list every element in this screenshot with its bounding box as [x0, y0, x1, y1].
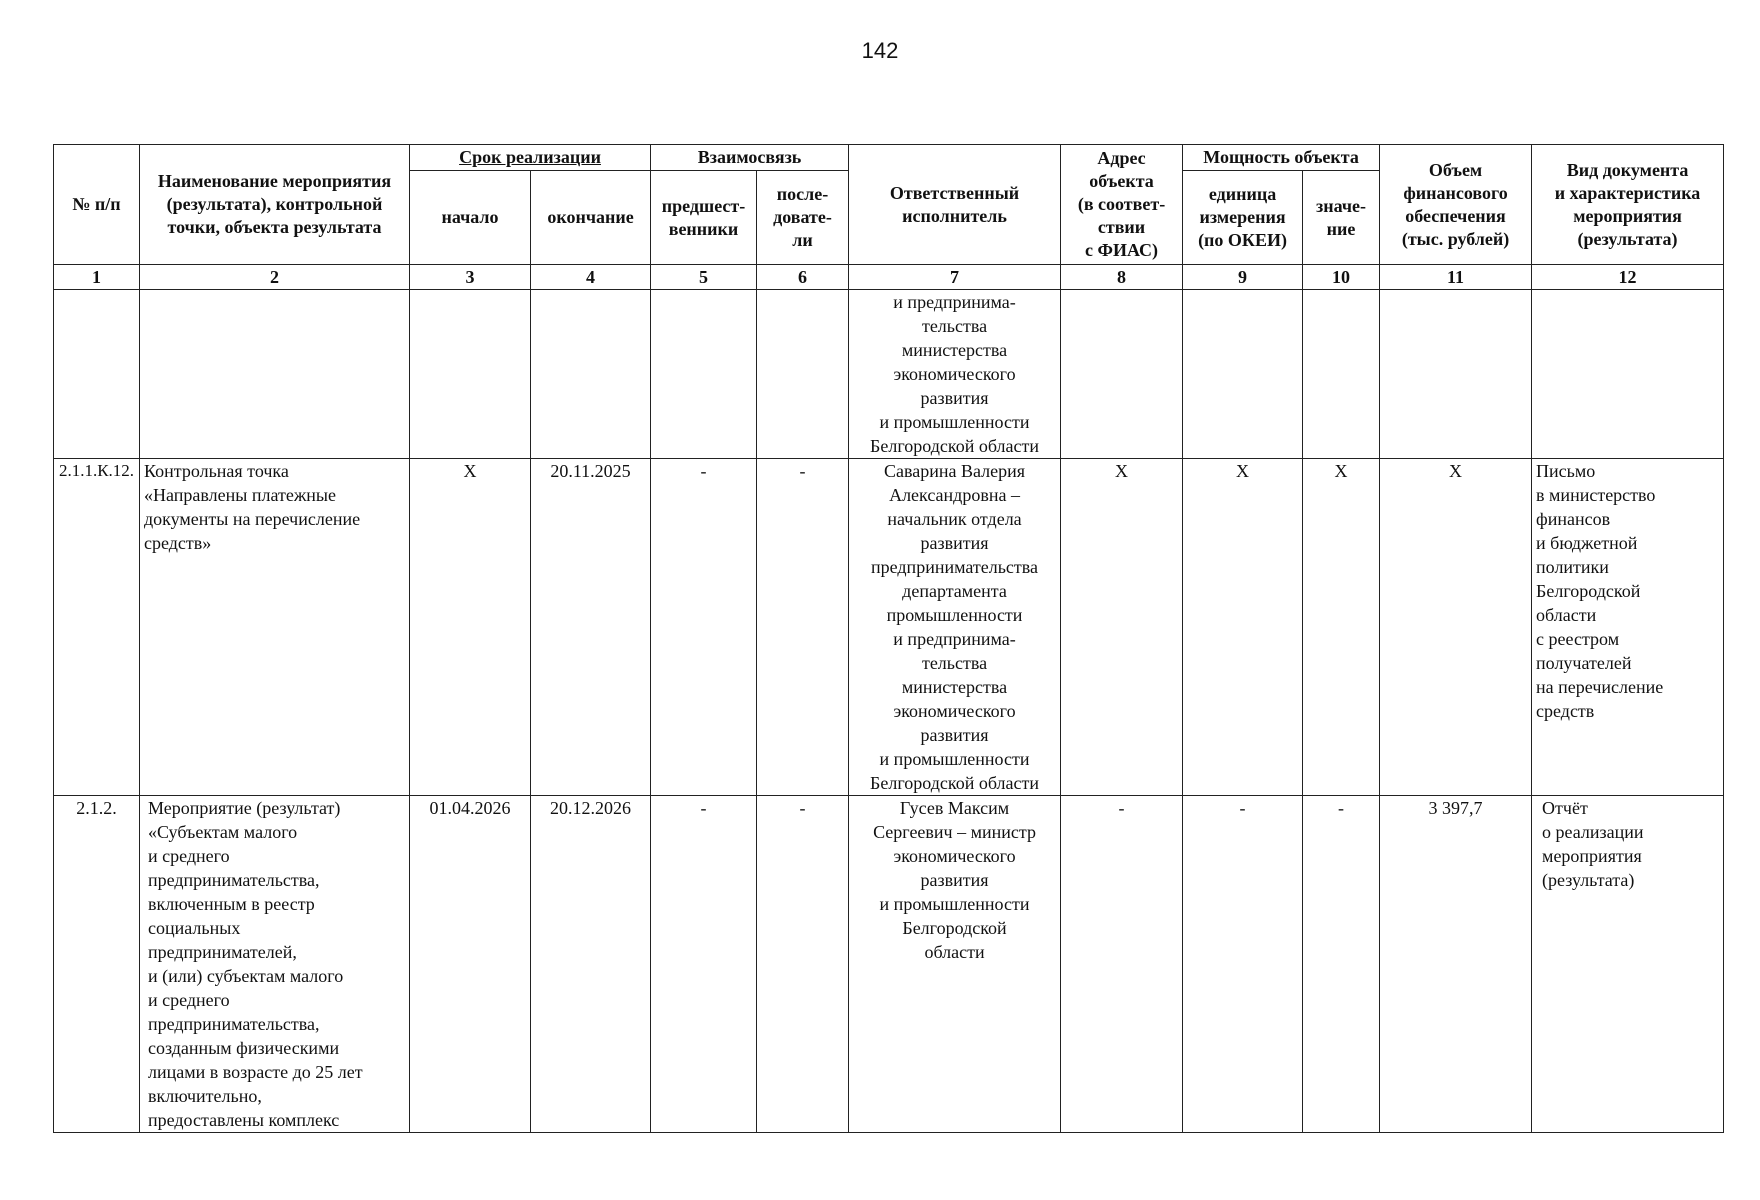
cell-value: -	[1303, 796, 1380, 1133]
page-number: 142	[861, 38, 899, 63]
column-number: 9	[1183, 265, 1303, 290]
cell-value: X	[1303, 459, 1380, 796]
cell-unit: -	[1183, 796, 1303, 1133]
header-num: № п/п	[54, 145, 140, 265]
cell-num	[54, 290, 140, 459]
cell-end	[531, 290, 651, 459]
cell-successors	[757, 290, 849, 459]
header-unit: единица измерения (по ОКЕИ)	[1183, 171, 1303, 265]
cell-unit	[1183, 290, 1303, 459]
header-doc: Вид документа и характеристика мероприятия (результата)	[1532, 145, 1724, 265]
column-number: 4	[531, 265, 651, 290]
plan-table	[53, 144, 1724, 1133]
header-group-srok: Срок реализации	[410, 145, 651, 171]
cell-num: 2.1.1.К.12.	[54, 459, 140, 796]
column-number: 5	[651, 265, 757, 290]
cell-start	[410, 290, 531, 459]
cell-successors: -	[757, 459, 849, 796]
header-end: окончание	[531, 171, 651, 265]
cell-predecessors: -	[651, 796, 757, 1133]
header-responsible: Ответственный исполнитель	[849, 145, 1061, 265]
cell-end: 20.12.2026	[531, 796, 651, 1133]
column-number: 12	[1532, 265, 1724, 290]
cell-end: 20.11.2025	[531, 459, 651, 796]
cell-address: -	[1061, 796, 1183, 1133]
cell-doc: Письмо в министерство финансов и бюджетной политики Белгородской области с реестром получателей на перечисление средств	[1532, 459, 1724, 796]
cell-address	[1061, 290, 1183, 459]
column-number-row	[54, 265, 1724, 290]
column-number: 10	[1303, 265, 1380, 290]
cell-unit: X	[1183, 459, 1303, 796]
column-number: 2	[140, 265, 410, 290]
header-name: Наименование мероприятия (результата), контрольной точки, объекта результата	[140, 145, 410, 265]
cell-predecessors: -	[651, 459, 757, 796]
column-number: 8	[1061, 265, 1183, 290]
table-row	[54, 290, 1724, 459]
cell-finance	[1380, 290, 1532, 459]
cell-responsible: и предпринима- тельства министерства экономического развития и промышленности Белгородской области	[849, 290, 1061, 459]
cell-successors: -	[757, 796, 849, 1133]
table-row	[54, 459, 1724, 796]
header-start: начало	[410, 171, 531, 265]
cell-num: 2.1.2.	[54, 796, 140, 1133]
cell-name: Мероприятие (результат) «Субъектам малого и среднего предпринимательства, включенным в реестр социальных предпринимателей, и (или) субъектам малого и среднего предпринимательства, созданным физическими лицами в возрасте до 25 лет включительно, предоставлены комплекс	[140, 796, 410, 1133]
column-number: 3	[410, 265, 531, 290]
header-finance: Объем финансового обеспечения (тыс. рублей)	[1380, 145, 1532, 265]
cell-start: X	[410, 459, 531, 796]
column-number: 7	[849, 265, 1061, 290]
cell-value	[1303, 290, 1380, 459]
cell-name: Контрольная точка «Направлены платежные документы на перечисление средств»	[140, 459, 410, 796]
table-row	[54, 796, 1724, 1133]
header-group-moshch: Мощность объекта	[1183, 145, 1380, 171]
cell-responsible: Гусев Максим Сергеевич – министр экономического развития и промышленности Белгородской области	[849, 796, 1061, 1133]
cell-doc: Отчёт о реализации мероприятия (результата)	[1532, 796, 1724, 1133]
cell-predecessors	[651, 290, 757, 459]
header-successors: после- довате- ли	[757, 171, 849, 265]
cell-responsible: Саварина Валерия Александровна – начальник отдела развития предпринимательства департамента промышленности и предпринима- тельства министерства экономического развития и промышленности Белгородской области	[849, 459, 1061, 796]
header-group-vzaim: Взаимосвязь	[651, 145, 849, 171]
header-value: значе- ние	[1303, 171, 1380, 265]
header-predecessors: предшест- венники	[651, 171, 757, 265]
column-number: 11	[1380, 265, 1532, 290]
cell-doc	[1532, 290, 1724, 459]
cell-name	[140, 290, 410, 459]
cell-start: 01.04.2026	[410, 796, 531, 1133]
header-address: Адрес объекта (в соответ- ствии с ФИАС)	[1061, 145, 1183, 265]
column-number: 1	[54, 265, 140, 290]
cell-finance: X	[1380, 459, 1532, 796]
column-number: 6	[757, 265, 849, 290]
cell-address: X	[1061, 459, 1183, 796]
cell-finance: 3 397,7	[1380, 796, 1532, 1133]
